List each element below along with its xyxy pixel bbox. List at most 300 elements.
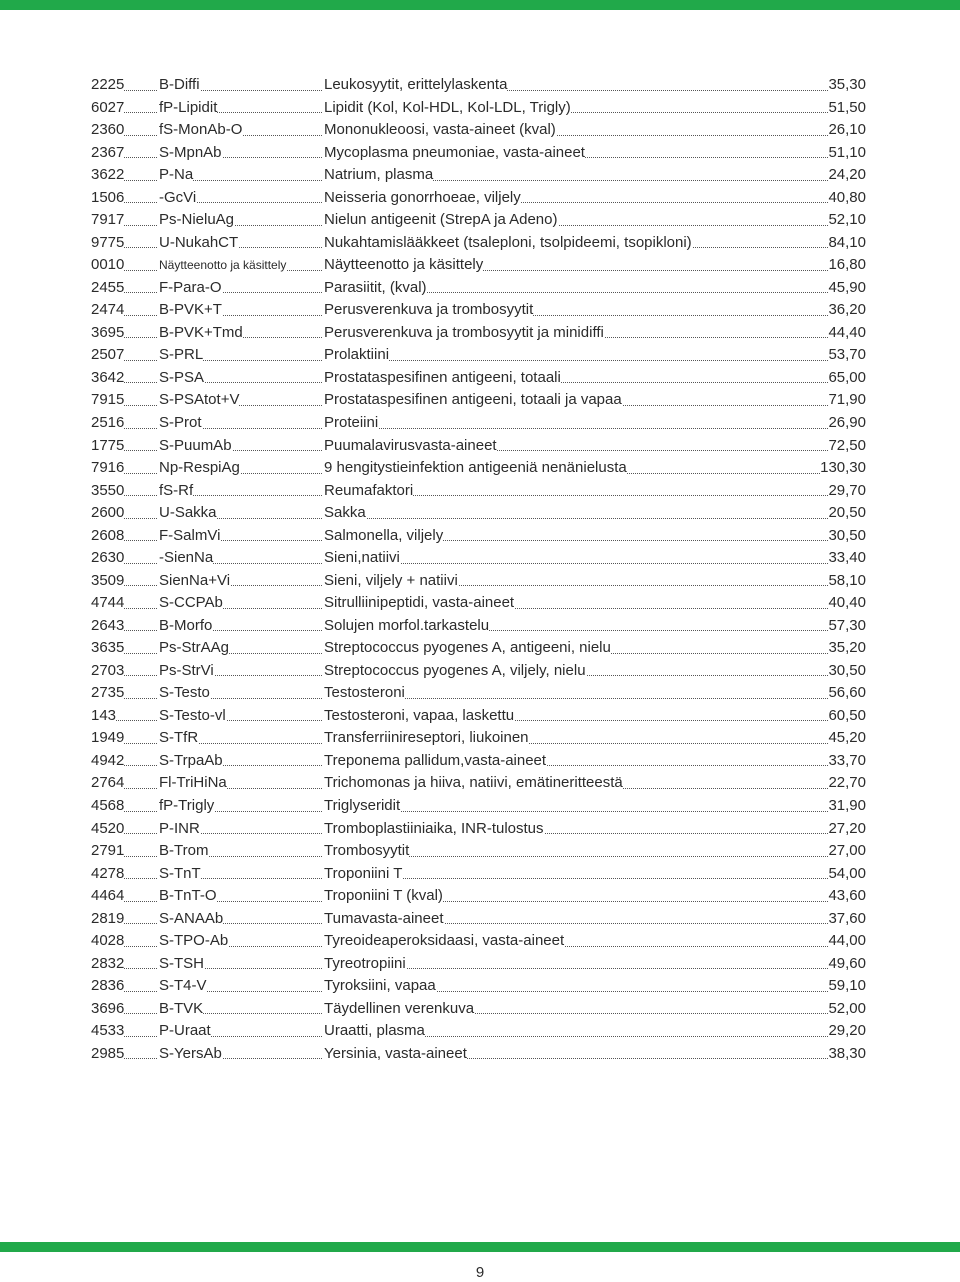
list-item [91, 412, 866, 435]
list-item [91, 547, 866, 570]
list-item [91, 570, 866, 593]
test-code-cell [159, 435, 324, 458]
test-name: Troponiini T [324, 864, 403, 882]
test-price: 31,90 [828, 795, 866, 818]
test-number-cell [91, 480, 159, 503]
list-item [91, 164, 866, 187]
test-name-cell [324, 502, 866, 525]
test-code-cell [159, 97, 324, 120]
test-code: fP-Lipidit [159, 98, 218, 116]
test-name: Triglyseridit [324, 797, 401, 814]
test-code: B-Morfo [159, 616, 213, 634]
test-number-cell [91, 705, 159, 728]
test-code: -GcVi [159, 188, 197, 206]
list-item [91, 1020, 866, 1043]
test-name: Nielun antigeenit (StrepA ja Adeno) [324, 211, 558, 229]
test-price: 53,70 [828, 344, 866, 367]
test-number: 2985 [91, 1044, 125, 1062]
test-number: 9775 [91, 233, 125, 251]
test-name: Perusverenkuva ja trombosyytit [324, 301, 534, 319]
test-name-cell [324, 435, 866, 458]
test-number-cell [91, 592, 159, 615]
test-number-cell [91, 299, 159, 322]
list-item [91, 840, 866, 863]
test-name-cell [324, 637, 866, 660]
test-code: P-INR [159, 819, 200, 837]
test-code: B-TVK [159, 999, 204, 1017]
test-name-cell [324, 389, 866, 412]
test-number-cell [91, 277, 159, 300]
test-name: Prostataspesifinen antigeeni, totaali ja vapaa [324, 391, 622, 409]
test-name-cell [324, 863, 866, 886]
test-name: Sakka [324, 504, 366, 522]
test-name: Trichomonas ja hiiva, natiivi, emätineritteestä [324, 774, 623, 792]
test-code: U-Sakka [159, 504, 217, 522]
test-name-cell [324, 1020, 866, 1043]
test-code-cell [159, 660, 324, 683]
dot-leader [324, 518, 864, 519]
test-code-cell [159, 525, 324, 548]
test-number-cell [91, 840, 159, 863]
test-number-cell [91, 119, 159, 142]
test-name: Tyroksiini, vapaa [324, 977, 436, 995]
test-code-cell [159, 772, 324, 795]
test-number: 7915 [91, 391, 125, 409]
test-number: 4278 [91, 864, 125, 882]
test-code-cell [159, 840, 324, 863]
test-number-cell [91, 885, 159, 908]
test-code: fP-Trigly [159, 797, 215, 814]
test-price: 45,20 [828, 727, 866, 750]
test-code: Ps-StrAAg [159, 639, 230, 657]
test-name-cell [324, 660, 866, 683]
test-number: 2600 [91, 504, 125, 522]
list-item [91, 97, 866, 120]
test-number-cell [91, 97, 159, 120]
test-number: 2455 [91, 278, 125, 296]
list-item [91, 74, 866, 97]
test-code-cell [159, 908, 324, 931]
test-code-cell [159, 299, 324, 322]
test-name: Nukahtamislääkkeet (tsaleploni, tsolpideemi, tsopikloni) [324, 233, 692, 251]
test-code: S-T4-V [159, 977, 207, 995]
test-number: 3622 [91, 166, 125, 184]
test-code-cell [159, 1043, 324, 1066]
test-name: Prostataspesifinen antigeeni, totaali [324, 368, 561, 386]
test-price: 54,00 [828, 863, 866, 886]
test-price: 24,20 [828, 164, 866, 187]
list-item [91, 389, 866, 412]
test-name: Puumalavirusvasta-aineet [324, 436, 497, 454]
test-code-cell [159, 750, 324, 773]
test-code: Ps-NieluAg [159, 211, 235, 229]
test-code: Fl-TriHiNa [159, 774, 227, 792]
test-number: 2832 [91, 954, 125, 972]
test-price: 71,90 [828, 389, 866, 412]
test-price: 40,40 [828, 592, 866, 615]
test-code-cell [159, 1020, 324, 1043]
test-number: 2630 [91, 549, 125, 567]
test-code: S-ANAAb [159, 909, 224, 927]
test-name-cell [324, 164, 866, 187]
test-code-cell [159, 615, 324, 638]
test-number: 2516 [91, 413, 125, 431]
test-name: Neisseria gonorrhoeae, viljely [324, 188, 521, 206]
test-number: 2791 [91, 842, 125, 860]
test-number-cell [91, 142, 159, 165]
test-price: 84,10 [828, 232, 866, 255]
dot-leader [324, 563, 864, 564]
test-number: 3642 [91, 368, 125, 386]
test-code: S-Testo-vl [159, 706, 226, 724]
test-code-cell [159, 389, 324, 412]
test-number: 2643 [91, 616, 125, 634]
test-name: Streptococcus pyogenes A, viljely, nielu [324, 661, 586, 679]
test-price: 35,20 [828, 637, 866, 660]
test-number: 4533 [91, 1022, 125, 1040]
list-item [91, 682, 866, 705]
test-number-cell [91, 187, 159, 210]
test-number: 2474 [91, 301, 125, 319]
test-number: 2225 [91, 76, 125, 93]
test-price: 29,70 [828, 480, 866, 503]
test-name-cell [324, 254, 866, 277]
test-name-cell [324, 322, 866, 345]
list-item [91, 885, 866, 908]
test-code-cell [159, 502, 324, 525]
test-code-cell [159, 367, 324, 390]
test-number: 1775 [91, 436, 125, 454]
test-price: 33,40 [828, 547, 866, 570]
test-name-cell [324, 705, 866, 728]
test-price: 65,00 [828, 367, 866, 390]
test-name: Tyreotropiini [324, 954, 406, 972]
list-item [91, 930, 866, 953]
test-price: 30,50 [828, 525, 866, 548]
test-number-cell [91, 389, 159, 412]
test-price: 44,40 [828, 322, 866, 345]
test-number: 4942 [91, 751, 125, 769]
test-number: 1949 [91, 729, 125, 747]
test-code-cell [159, 480, 324, 503]
test-code-cell [159, 187, 324, 210]
test-number: 3696 [91, 999, 125, 1017]
test-number-cell [91, 795, 159, 818]
list-item [91, 277, 866, 300]
test-name: Näytteenotto ja käsittely [324, 256, 484, 274]
test-code-cell [159, 119, 324, 142]
test-name-cell [324, 795, 866, 818]
test-number: 1506 [91, 188, 125, 206]
test-code-cell [159, 547, 324, 570]
test-name: Proteiini [324, 413, 379, 431]
test-number: 4568 [91, 797, 125, 814]
test-number-cell [91, 525, 159, 548]
test-code-cell [159, 930, 324, 953]
test-code: S-PRL [159, 346, 204, 364]
test-name-cell [324, 344, 866, 367]
test-number-cell [91, 367, 159, 390]
dot-leader [324, 360, 864, 361]
test-code: B-Diffi [159, 76, 200, 93]
test-name-cell [324, 570, 866, 593]
test-number: 0010 [91, 256, 125, 274]
list-item [91, 750, 866, 773]
test-name: Mycoplasma pneumoniae, vasta-aineet [324, 143, 585, 161]
test-number: 4028 [91, 932, 125, 950]
test-name: Yersinia, vasta-aineet [324, 1044, 467, 1062]
test-number: 2819 [91, 909, 125, 927]
test-code: S-TSH [159, 954, 204, 972]
list-item [91, 525, 866, 548]
test-name-cell [324, 412, 866, 435]
test-name-cell [324, 187, 866, 210]
test-name-cell [324, 457, 866, 480]
test-code: S-Prot [159, 413, 202, 431]
test-code-cell [159, 344, 324, 367]
test-name-cell [324, 727, 866, 750]
list-item [91, 637, 866, 660]
test-code: B-PVK+Tmd [159, 323, 243, 341]
test-name-cell [324, 682, 866, 705]
test-number-cell [91, 74, 159, 97]
list-item [91, 119, 866, 142]
test-name: Salmonella, viljely [324, 526, 444, 544]
test-name: Mononukleoosi, vasta-aineet (kval) [324, 121, 556, 139]
test-name-cell [324, 480, 866, 503]
test-number-cell [91, 975, 159, 998]
test-price: 33,70 [828, 750, 866, 773]
list-item [91, 772, 866, 795]
test-number: 3635 [91, 639, 125, 657]
list-item [91, 975, 866, 998]
test-number-cell [91, 772, 159, 795]
test-code: B-Trom [159, 842, 209, 860]
test-name: Sitrulliinipeptidi, vasta-aineet [324, 594, 515, 612]
test-price: 20,50 [828, 502, 866, 525]
test-number-cell [91, 344, 159, 367]
test-number: 2735 [91, 684, 125, 702]
test-price: 52,00 [828, 998, 866, 1021]
list-item [91, 953, 866, 976]
test-code: S-PuumAb [159, 436, 232, 454]
list-item [91, 863, 866, 886]
test-code-cell [159, 727, 324, 750]
dot-leader [324, 428, 864, 429]
test-code-cell [159, 705, 324, 728]
top-accent-bar [0, 0, 960, 10]
test-number: 2836 [91, 977, 125, 995]
test-number: 6027 [91, 98, 125, 116]
test-code-cell [159, 637, 324, 660]
test-name: Tyreoideaperoksidaasi, vasta-aineet [324, 932, 565, 950]
test-name: Testosteroni [324, 684, 405, 702]
test-code: Np-RespiAg [159, 459, 240, 477]
test-code-cell [159, 818, 324, 841]
test-name: Leukosyytit, erittelylaskenta [324, 76, 508, 93]
test-number-cell [91, 502, 159, 525]
test-name: Trombosyytit [324, 842, 410, 860]
test-price: 29,20 [828, 1020, 866, 1043]
test-price: 27,00 [828, 840, 866, 863]
list-item [91, 344, 866, 367]
test-number-cell [91, 232, 159, 255]
test-name-cell [324, 525, 866, 548]
list-item [91, 502, 866, 525]
test-number: 3550 [91, 481, 125, 499]
test-name: Tromboplastiiniaika, INR-tulostus [324, 819, 544, 837]
test-number-cell [91, 908, 159, 931]
list-item [91, 1043, 866, 1066]
test-name: Sieni, viljely + natiivi [324, 571, 458, 589]
test-code: S-PSA [159, 368, 205, 386]
test-code: S-TnT [159, 864, 201, 882]
test-name: Uraatti, plasma [324, 1022, 425, 1040]
test-code: B-PVK+T [159, 301, 222, 319]
test-number-cell [91, 863, 159, 886]
test-price: 130,30 [820, 457, 866, 480]
test-number: 4520 [91, 819, 125, 837]
test-name-cell [324, 1043, 866, 1066]
test-name-cell [324, 818, 866, 841]
list-item [91, 299, 866, 322]
list-item [91, 480, 866, 503]
test-code-cell [159, 975, 324, 998]
test-code-cell [159, 74, 324, 97]
test-code: B-TnT-O [159, 887, 217, 905]
test-number: 7917 [91, 211, 125, 229]
test-number-cell [91, 660, 159, 683]
test-number-cell [91, 818, 159, 841]
test-name-cell [324, 975, 866, 998]
test-code-cell [159, 277, 324, 300]
list-item [91, 457, 866, 480]
test-name: Testosteroni, vapaa, laskettu [324, 706, 515, 724]
price-list [91, 74, 866, 1065]
test-number-cell [91, 322, 159, 345]
test-price: 57,30 [828, 615, 866, 638]
test-name: Streptococcus pyogenes A, antigeeni, nielu [324, 639, 611, 657]
test-number-cell [91, 1043, 159, 1066]
test-code-cell [159, 164, 324, 187]
test-name-cell [324, 592, 866, 615]
test-name: Prolaktiini [324, 346, 390, 364]
test-code: S-MpnAb [159, 143, 222, 161]
test-number-cell [91, 412, 159, 435]
test-price: 51,50 [828, 97, 866, 120]
test-price: 35,30 [828, 74, 866, 97]
test-code-cell [159, 592, 324, 615]
test-code: -SienNa [159, 549, 214, 567]
test-name: Troponiini T (kval) [324, 887, 443, 905]
test-number: 2507 [91, 346, 125, 364]
list-item [91, 727, 866, 750]
test-name-cell [324, 119, 866, 142]
test-name-cell [324, 953, 866, 976]
test-price: 30,50 [828, 660, 866, 683]
test-code: P-Uraat [159, 1022, 211, 1040]
test-code: S-PSAtot+V [159, 391, 240, 409]
test-code-cell [159, 209, 324, 232]
test-name-cell [324, 547, 866, 570]
test-price: 26,90 [828, 412, 866, 435]
list-item [91, 187, 866, 210]
test-code: S-TPO-Ab [159, 932, 229, 950]
test-name-cell [324, 299, 866, 322]
list-item [91, 795, 866, 818]
list-item [91, 435, 866, 458]
list-item [91, 232, 866, 255]
test-price: 40,80 [828, 187, 866, 210]
test-code-cell [159, 998, 324, 1021]
test-number: 2360 [91, 121, 125, 139]
test-price: 37,60 [828, 908, 866, 931]
test-name-cell [324, 772, 866, 795]
test-price: 44,00 [828, 930, 866, 953]
test-price: 45,90 [828, 277, 866, 300]
dot-leader [324, 878, 864, 879]
test-code: S-Testo [159, 684, 210, 702]
test-name: Tumavasta-aineet [324, 909, 444, 927]
test-price: 58,10 [828, 570, 866, 593]
test-price: 49,60 [828, 953, 866, 976]
test-number-cell [91, 930, 159, 953]
test-number-cell [91, 682, 159, 705]
test-number: 2608 [91, 526, 125, 544]
test-code-cell [159, 953, 324, 976]
test-number-cell [91, 953, 159, 976]
test-number-cell [91, 570, 159, 593]
test-code: fS-MonAb-O [159, 121, 243, 139]
test-number-cell [91, 637, 159, 660]
test-name: Solujen morfol.tarkastelu [324, 616, 490, 634]
test-code: S-TrpaAb [159, 751, 223, 769]
test-code-cell [159, 232, 324, 255]
test-price: 43,60 [828, 885, 866, 908]
test-price: 16,80 [828, 254, 866, 277]
test-code-cell [159, 322, 324, 345]
test-number-cell [91, 457, 159, 480]
test-price: 38,30 [828, 1043, 866, 1066]
test-number-cell [91, 435, 159, 458]
test-number-cell [91, 998, 159, 1021]
test-code: S-CCPAb [159, 594, 223, 612]
test-number: 143 [91, 706, 117, 724]
test-code: S-TfR [159, 729, 199, 747]
test-name-cell [324, 998, 866, 1021]
test-number: 2367 [91, 143, 125, 161]
test-name: 9 hengitystieinfektion antigeeniä nenänielusta [324, 459, 627, 477]
test-code-cell [159, 863, 324, 886]
test-number: 7916 [91, 459, 125, 477]
test-name-cell [324, 74, 866, 97]
test-code-cell [159, 457, 324, 480]
test-number-cell [91, 164, 159, 187]
test-name: Lipidit (Kol, Kol-HDL, Kol-LDL, Trigly) [324, 98, 571, 116]
list-item [91, 254, 866, 277]
list-item [91, 142, 866, 165]
list-item [91, 592, 866, 615]
test-code: fS-Rf [159, 481, 194, 499]
dot-leader [324, 698, 864, 699]
test-number-cell [91, 209, 159, 232]
list-item [91, 660, 866, 683]
test-name: Täydellinen verenkuva [324, 999, 475, 1017]
test-name: Sieni,natiivi [324, 549, 400, 567]
test-code-cell [159, 142, 324, 165]
test-number: 3695 [91, 323, 125, 341]
dot-leader [324, 811, 864, 812]
